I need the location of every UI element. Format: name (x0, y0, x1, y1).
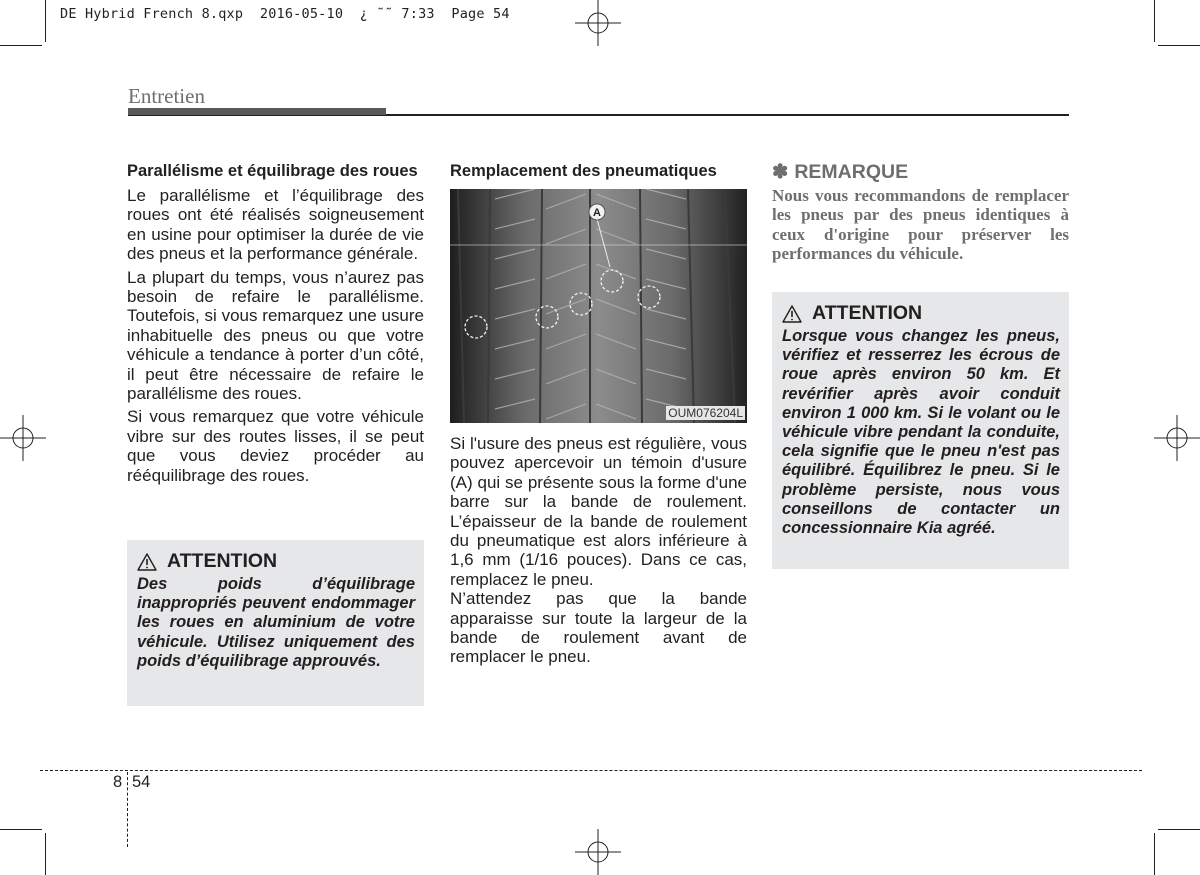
attention-body-tire-change: Lorsque vous changez les pneus, vérifiez et resserrez les écrous de roue après environ 50 km. Et revérifier après avoir conduit environ 1 000 km. Si le volant ou le véhicule vibre pendant la conduite, cela signifie que le pneu n'est pas équilibré. Équilibrez le pneu. Si le problème persiste, nous vous conseillons de contacter un concessionnaire Kia agréé. (782, 327, 1060, 538)
crop-mark-top-left-v (45, 0, 46, 42)
tire-tread-figure (450, 189, 747, 423)
attention-box-balancing (127, 540, 424, 706)
alignment-paragraph-2: La plupart du temps, vous n’aurez pas besoin de refaire le parallélisme. Toutefois, si vous remarquez une usure inhabituelle des pneus ou que votre véhicule a tendance à porter d’un côté, il peut être nécessaire de refaire le parallélisme des roues. (127, 267, 424, 404)
section-title: Entretien (128, 84, 205, 108)
attention-title (137, 550, 415, 573)
tire-replacement-heading: Remplacement des pneumatiques (450, 162, 717, 180)
column-2-heading-wrap (450, 162, 747, 181)
wear-indicator-label-a: A (593, 207, 601, 219)
alignment-paragraph-3: Si vous remarquez que votre véhicule vibre sur des routes lisses, il se peut que vous deviez procéder au rééquilibrage des roues. (127, 407, 424, 485)
tire-replacement-paragraph-1: Si l'usure des pneus est régulière, vous pouvez apercevoir un témoin d'usure (A) qui se présente sous la forme d'une barre sur la bande de roulement. L’épaisseur de la bande de roulement du pneumatique est alors inférieure à 1,6 mm (1/16 pouces). Dans ce cas, remplacez le pneu. (450, 434, 747, 589)
warning-triangle-icon (782, 305, 802, 323)
attention-body-balancing: Des poids d’équilibrage inappropriés peuvent endommager les roues en aluminium de votre véhicule. Utilisez uniquement des poids d’équilibrage approuvés. (137, 575, 415, 670)
registration-mark-right (1154, 415, 1200, 461)
registration-mark-bottom (575, 829, 621, 875)
remarque-block (772, 160, 1069, 263)
remarque-body: Nous vous recommandons de remplacer les pneus par des pneus identiques à ceux d'origine pour préserver les performances du véhicule. (772, 186, 1069, 263)
column-1 (127, 162, 424, 485)
remarque-title (772, 160, 1069, 184)
header-rule-accent (128, 108, 386, 115)
chapter-number: 8 (113, 773, 123, 791)
crop-mark-top-right-h (1158, 45, 1200, 46)
alignment-paragraph-1: Le parallélisme et l’équilibrage des roues ont été réalisés soigneusement en usine pour optimiser la durée de vie des pneus et la performance générale. (127, 186, 424, 264)
crop-mark-top-left-h (0, 45, 42, 46)
alignment-heading: Parallélisme et équilibrage des roues (127, 162, 418, 180)
crop-mark-bottom-left-h (0, 829, 42, 830)
warning-triangle-icon (137, 553, 157, 571)
attention-box-tire-change (772, 292, 1069, 569)
column-2-body (450, 434, 747, 667)
remarque-title-label: REMARQUE (794, 160, 909, 183)
attention-title-2 (782, 302, 1060, 325)
asterisk-icon: ✽ (772, 161, 789, 183)
tire-replacement-paragraph-2: N’attendez pas que la bande apparaisse sur toute la largeur de la bande de roulement avant de remplacer le pneu. (450, 589, 747, 667)
page-number: 54 (132, 773, 151, 791)
crop-mark-top-right-v (1154, 0, 1155, 42)
crop-mark-bottom-right-v (1154, 833, 1155, 875)
footer-rule (40, 770, 1142, 771)
printer-slug: DE Hybrid French 8.qxp 2016-05-10 ¿ ˜˜ 7:33 Page 54 (60, 6, 510, 22)
attention-title-label: ATTENTION (167, 550, 278, 572)
registration-mark-top (575, 0, 621, 46)
registration-mark-left (0, 415, 46, 461)
attention-title-label-2: ATTENTION (812, 302, 923, 324)
figure-code: OUM076204L (668, 406, 743, 420)
footer-divider (127, 772, 128, 847)
tire-tread-illustration (450, 189, 747, 423)
crop-mark-bottom-left-v (45, 833, 46, 875)
crop-mark-bottom-right-h (1158, 829, 1200, 830)
